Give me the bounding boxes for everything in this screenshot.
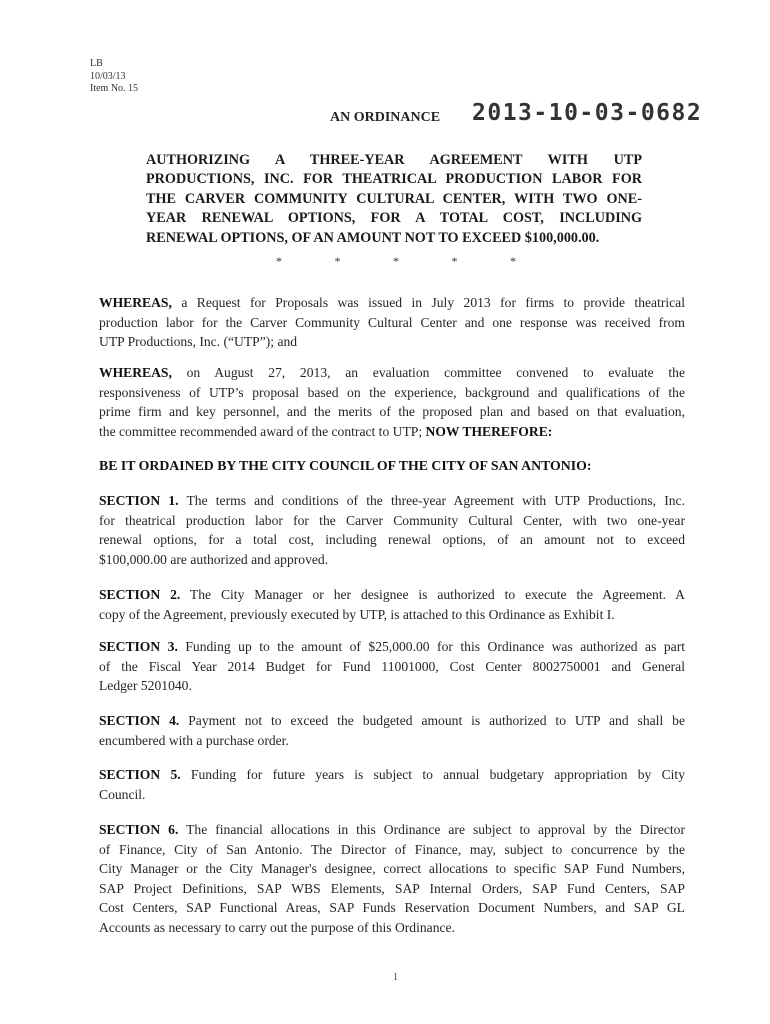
whereas-lead: WHEREAS,: [99, 295, 172, 310]
section-5: [99, 765, 685, 804]
paragraph-text: $100,000.00 are authorized and approved.: [99, 551, 329, 567]
author-initials: LB: [90, 58, 103, 69]
paragraph-text: Funding for future years is subject to annual budgetary appropriation by City: [180, 767, 685, 782]
paragraph-text: production labor for the Carver Community Cultural Center and one response was received from: [99, 314, 685, 330]
paragraph-text: renewal options, for a total cost, including renewal options, of an amount not to exceed: [99, 532, 685, 547]
section-4: [99, 711, 685, 750]
separator-star: *: [451, 254, 458, 268]
paragraph-text: responsiveness of UTP’s proposal based on the experience, background and qualifications of the: [99, 384, 685, 400]
paragraph-text: Payment not to exceed the budgeted amount is authorized to UTP and shall be: [179, 713, 685, 728]
page-number: 1: [393, 972, 398, 983]
paragraph-text: The City Manager or her designee is authorized to execute the Agreement. A: [180, 587, 685, 602]
paragraph-text: Accounts as necessary to carry out the purpose of this Ordinance.: [99, 919, 455, 935]
paragraph-text: City Manager or the City Manager's designee, correct allocations to specific SAP Fund Numbers,: [99, 861, 685, 876]
whereas-lead: WHEREAS,: [99, 365, 172, 380]
section-heading: SECTION 2.: [99, 587, 181, 602]
paragraph-text: Funding up to the amount of $25,000.00 for this Ordinance was authorized as part: [177, 639, 685, 654]
ordinance-title: [146, 151, 642, 248]
title-line: YEAR RENEWAL OPTIONS, FOR A TOTAL COST, INCLUDING: [146, 210, 642, 227]
paragraph-text: SAP Project Definitions, SAP WBS Elements, SAP Internal Orders, SAP Fund Centers, SAP: [99, 880, 685, 896]
whereas-paragraph-2: [99, 363, 685, 441]
section-2: [99, 585, 685, 624]
paragraph-text: Cost Centers, SAP Functional Areas, SAP Funds Reservation Document Numbers, and SAP GL: [99, 900, 685, 915]
section-heading: SECTION 6.: [99, 822, 179, 837]
paragraph-text: encumbered with a purchase order.: [99, 732, 289, 748]
paragraph-text: prime firm and key personnel, and the merits of the proposed plan and based on that evaluation,: [99, 404, 685, 419]
paragraph-text: a Request for Proposals was issued in July 2013 for firms to provide theatrical: [171, 295, 685, 310]
section-heading: SECTION 3.: [99, 639, 178, 654]
section-heading: SECTION 1.: [99, 493, 179, 508]
title-line: THE CARVER COMMUNITY CULTURAL CENTER, WITH TWO ONE-: [146, 190, 642, 207]
ordinance-number-stamp: 2013-10-03-0682: [472, 100, 703, 126]
section-separator: [276, 254, 516, 269]
separator-star: *: [276, 254, 282, 268]
separator-star: *: [510, 254, 516, 268]
item-number: Item No. 15: [90, 83, 139, 94]
ordained-heading: BE IT ORDAINED BY THE CITY COUNCIL OF THE CITY OF SAN ANTONIO:: [99, 458, 592, 473]
paragraph-text: for theatrical production labor for the Carver Community Cultural Center, with two one-year: [99, 512, 685, 528]
separator-star: *: [393, 254, 399, 268]
ordinance-label: AN ORDINANCE: [330, 110, 441, 125]
title-line: PRODUCTIONS, INC. FOR THEATRICAL PRODUCTION LABOR FOR: [146, 171, 642, 188]
paragraph-text: of the Fiscal Year 2014 Budget for Fund 11001000, Cost Center 8002750001 and General: [99, 658, 685, 674]
paragraph-text: Council.: [99, 786, 146, 802]
paragraph-text: copy of the Agreement, previously executed by UTP, is attached to this Ordinance as Exhibit I.: [99, 606, 615, 622]
now-therefore: NOW THEREFORE:: [425, 423, 553, 439]
section-heading: SECTION 4.: [99, 713, 180, 728]
document-date: 10/03/13: [90, 70, 126, 82]
title-line: AUTHORIZING A THREE-YEAR AGREEMENT WITH UTP: [146, 152, 642, 168]
whereas-paragraph-1: [99, 293, 685, 352]
paragraph-text: of Finance, City of San Antonio. The Director of Finance, may, subject to concurrence by the: [99, 841, 685, 857]
title-line: RENEWAL OPTIONS, OF AN AMOUNT NOT TO EXCEED $100,000.00.: [146, 229, 600, 246]
paragraph-text: The financial allocations in this Ordinance are subject to approval by the Director: [178, 822, 685, 837]
document-header-meta: [90, 58, 138, 96]
paragraph-text: Ledger 5201040.: [99, 678, 192, 693]
paragraph-text: UTP Productions, Inc. (“UTP”); and: [99, 334, 298, 349]
section-6: [99, 820, 685, 937]
paragraph-text: on August 27, 2013, an evaluation committee convened to evaluate the: [171, 365, 685, 380]
separator-star: *: [334, 254, 341, 268]
paragraph-text: The terms and conditions of the three-year Agreement with UTP Productions, Inc.: [178, 493, 685, 508]
section-heading: SECTION 5.: [99, 767, 181, 782]
paragraph-text: the committee recommended award of the contract to UTP;: [99, 423, 426, 439]
section-1: [99, 491, 685, 569]
section-3: [99, 637, 685, 696]
